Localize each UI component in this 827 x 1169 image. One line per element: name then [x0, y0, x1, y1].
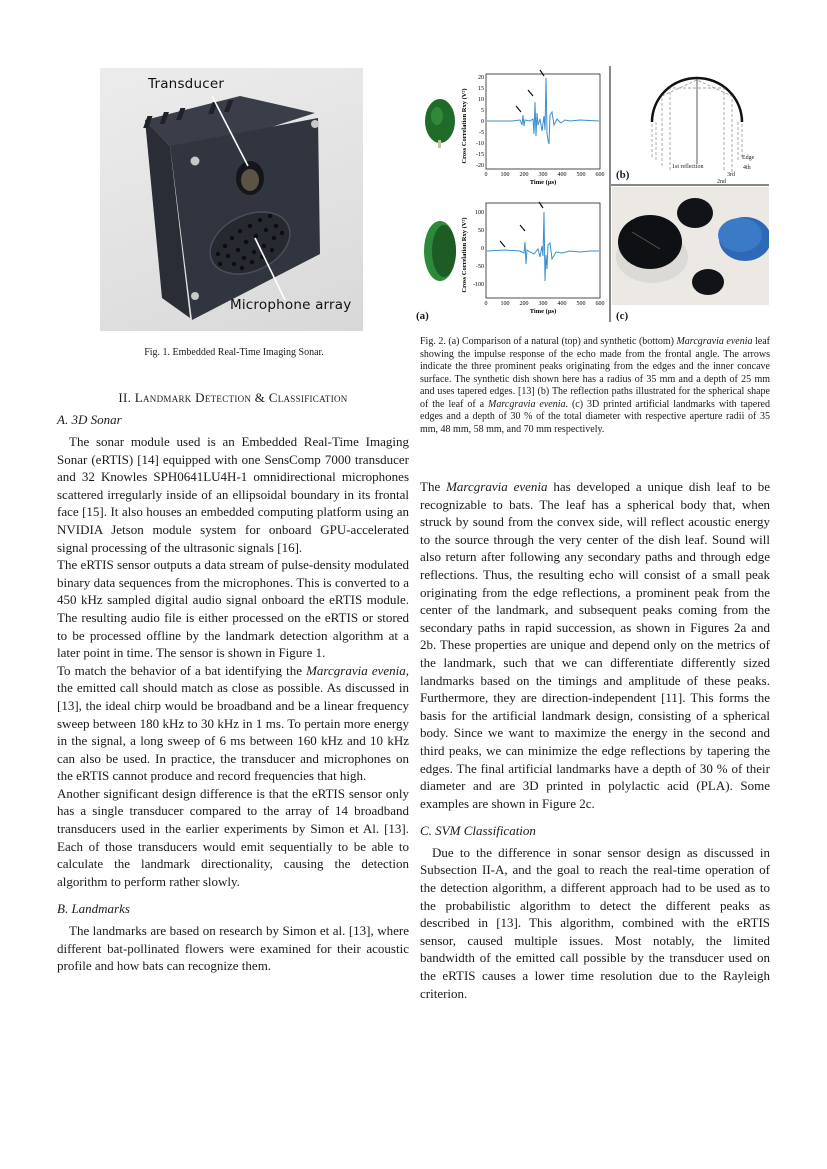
svg-text:100: 100 — [500, 172, 510, 178]
figure-2 — [412, 66, 777, 326]
svg-text:500: 500 — [576, 172, 586, 178]
reflection-paths-diagram — [612, 66, 772, 184]
svg-text:0: 0 — [484, 301, 488, 307]
svg-text:500: 500 — [576, 301, 586, 307]
svg-text:50: 50 — [478, 228, 484, 234]
svg-text:300: 300 — [538, 172, 548, 178]
svg-text:100: 100 — [475, 210, 484, 216]
svg-text:Cross Correlation Rxy (V²): Cross Correlation Rxy (V²) — [461, 88, 468, 164]
svg-text:20: 20 — [478, 75, 484, 81]
paragraph-3d-sonar-1: The sonar module used is an Embedded Real-Time Imaging Sonar (eRTIS) [14] equipped with one SensComp 7000 transducer and 32 Knowles SPH0641LU4H-1 omnidirectional microphones scattered irregularly inside of an ellipsoidal boundary in its frontal face [15]. It also houses an embedded computing platform using an NVIDIA Jetson module system for onboard GPU-accelerated signal processing of the ultrasonic signals [16]. — [57, 434, 409, 555]
sonar-device-illustration — [100, 68, 363, 331]
paragraph-svm-1: Due to the difference in sonar sensor design as discussed in Subsection II-A, and the goal to reach the real-time operation of the detection algorithm, a different approach had to be used as to the probabilistic algorithm to detect the different peaks as described in [13]. This algorithm, combined with the eRTIS sensor, caused multiple issues. Most notably, the limited bandwidth of the emitted call possible by the transducer used on the eRTIS causes a lower time resolution due to the Rayleigh criterion. — [420, 844, 770, 1001]
transducer-label: Transducer — [148, 76, 225, 92]
svg-text:-10: -10 — [476, 141, 484, 147]
panel-c-tag: (c) — [616, 310, 629, 322]
paragraph-3d-sonar-3: To match the behavior of a bat identifying the Marcgravia evenia, the emitted call should match as close as possible. As discussed in [13], the ideal chirp would be broadband and be a linear frequency sweep between 180 kHz to 30 kHz in 1 ms. To pertain more energy in the signal, a long sweep of 6 ms between 160 kHz and 10 kHz can also be used. In practice, the transducer and microphones on the eRTIS cannot produce and record frequencies that high. — [57, 662, 409, 784]
natural-leaf-image — [418, 94, 462, 152]
svg-text:400: 400 — [557, 172, 567, 178]
svg-text:Time (µs): Time (µs) — [529, 308, 557, 315]
svg-text:600: 600 — [595, 172, 605, 178]
synthetic-dish-chart — [460, 197, 610, 315]
subsection-a-title: A. 3D Sonar — [57, 412, 122, 427]
third-reflection-label: 3rd — [727, 172, 735, 178]
right-column-body — [420, 478, 770, 1002]
section-number: II. — [118, 390, 132, 405]
svg-text:200: 200 — [519, 301, 529, 307]
section-title: Landmark Detection & Classification — [134, 390, 348, 405]
fourth-reflection-label: 4th — [743, 165, 751, 171]
svg-text:-100: -100 — [473, 282, 484, 288]
synthetic-dish-image — [418, 216, 466, 286]
paragraph-landmarks-2: The Marcgravia evenia has developed a unique dish leaf to be recognizable to bats. The leaf has a spherical body that, when struck by sound from the convex side, will reflect acoustic energy to the source through the very center of the dish leaf. Sound will also return after following any secondary paths and through edge reflections. Thus, the resulting echo will consist of a small peak originating from the edge reflections, a prominent peak from the center of the landmark, and subsequent peaks coming from the secondary paths in rapid succession, as shown in Figures 2a and 2b. These properties are unique and depend only on the metrics of the landmark, such that we can differentiate differently sized landmarks based on the timings and amplitude of these peaks. Furthermore, they are direction-independent [11]. This forms the basis for the artificial landmark design, consisting of a spherical body. Since we want to maximize the energy in the second and third peaks, we can minimize the edge reflections by tapering the edges. The final artificial landmarks have a depth of 30 % of their diameter and are 3D printed in polylactic acid (PLA). Some examples are shown in Figure 2c. — [420, 479, 770, 811]
svg-text:300: 300 — [538, 301, 548, 307]
svg-text:Time (µs): Time (µs) — [529, 179, 557, 186]
svg-text:0: 0 — [481, 119, 484, 125]
panel-b-tag: (b) — [616, 169, 630, 181]
svg-text:15: 15 — [478, 86, 484, 92]
panel-divider-horizontal — [609, 184, 769, 186]
svg-text:5: 5 — [481, 108, 484, 114]
paragraph-3d-sonar-4: Another significant design difference is that the eRTIS sensor only has a single transducer compared to the array of 14 broadband transducers used in the earlier experiments by Simon et Al. [13]. Each of those transducers would emit sequentially to be able to calculate the landmark directionality, causing the detection algorithm to perform rather slowly. — [57, 785, 409, 889]
microphone-array-label: Microphone array — [230, 297, 352, 313]
svg-text:0: 0 — [484, 172, 488, 178]
figure-2-caption: Fig. 2. (a) Comparison of a natural (top) and synthetic (bottom) Marcgravia evenia leaf showing the impulse response of the echo made from the frontal angle. The arrows indicate the three prominent peaks originating from the edges and the inner concave surface. The synthetic dish shown here has a radius of 35 mm and a depth of 25 mm and uses tapered edges. [13] (b) The reflection paths illustrated for the spherical shape of the leaf of a Marcgravia evenia. (c) 3D printed artificial landmarks with tapered edges and a depth of 30 % of the total diameter with respective aperture radii of 35 mm, 48 mm, 58 mm, and 70 mm respectively. — [420, 336, 770, 435]
svg-text:-50: -50 — [476, 264, 484, 270]
svg-text:0: 0 — [481, 246, 484, 252]
figure-1-caption: Fig. 1. Embedded Real-Time Imaging Sonar. — [144, 347, 324, 358]
natural-leaf-chart — [460, 68, 610, 186]
landmarks-photo — [612, 187, 769, 305]
edge-label: Edge — [742, 155, 755, 161]
svg-text:-15: -15 — [476, 152, 484, 158]
figure-1-photo — [100, 68, 363, 331]
subsection-c-title: C. SVM Classification — [420, 823, 536, 839]
paragraph-landmarks-1: The landmarks are based on research by Simon et al. [13], where different bat-pollinated flowers were examined for their acoustic profile and how bats can recognize them. — [57, 923, 409, 974]
panel-a-tag: (a) — [416, 310, 429, 322]
svg-text:-20: -20 — [476, 163, 484, 169]
subsection-b-title: B. Landmarks — [57, 901, 130, 917]
section-heading — [57, 390, 409, 406]
svg-text:-5: -5 — [479, 130, 484, 136]
first-reflection-label: 1st reflection — [672, 164, 704, 170]
svg-text:100: 100 — [500, 301, 510, 307]
svg-text:10: 10 — [478, 97, 484, 103]
panel-divider-vertical — [609, 66, 611, 322]
svg-text:600: 600 — [595, 301, 605, 307]
paragraph-3d-sonar-2: The eRTIS sensor outputs a data stream of pulse-density modulated binary data sequences from the microphones. This is converted to a 450 kHz sampled digital audio signal onboard the eRTIS module. The resulting audio file is either processed on the eRTIS or stored to be processed offline by the landmark detection algorithm at a later point in time. The sensor is shown in Figure 1. — [57, 557, 409, 661]
svg-text:400: 400 — [557, 301, 567, 307]
left-column-body — [57, 433, 409, 975]
second-reflection-label: 2nd — [717, 179, 726, 184]
svg-text:200: 200 — [519, 172, 529, 178]
svg-text:Cross Correlation Rxy (V²): Cross Correlation Rxy (V²) — [461, 217, 468, 293]
